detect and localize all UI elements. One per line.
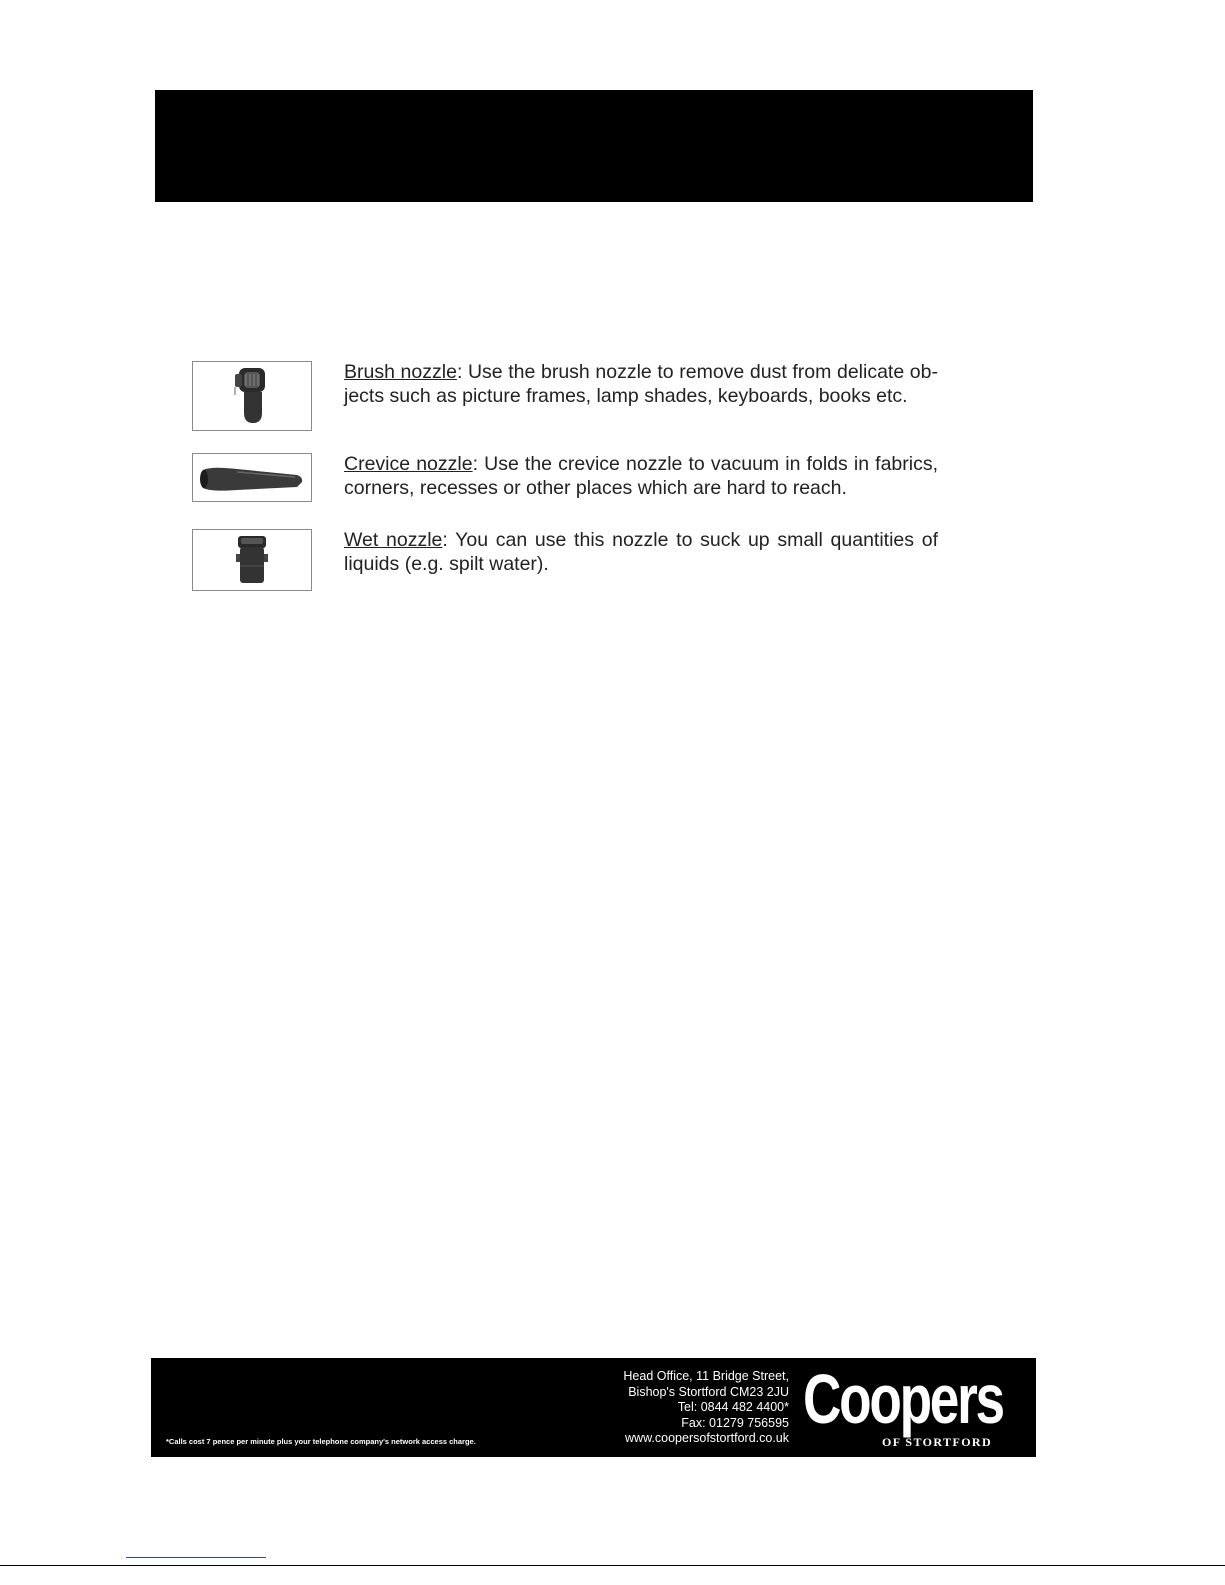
coopers-logo-subtitle: OF STORTFORD	[882, 1435, 993, 1449]
item-term: Wet nozzle	[344, 529, 443, 551]
crevice-nozzle-image	[192, 453, 312, 502]
address-line: Tel: 0844 482 4400*	[677, 1400, 789, 1414]
calls-footnote: *Calls cost 7 pence per minute plus your telephone company's network access charge.	[166, 1437, 476, 1446]
footer-band	[151, 1358, 1036, 1457]
address-line: Head Office, 11 Bridge Street,	[623, 1369, 789, 1383]
company-address	[623, 1369, 789, 1447]
address-line: Bishop's Stortford CM23 2JU	[628, 1384, 789, 1399]
item-term: Crevice nozzle	[344, 453, 473, 475]
item-text: : You can use this nozzle to suck up small quantities of liquids (e.g. spilt water).	[344, 529, 938, 575]
coopers-logo: Coopers	[803, 1360, 1003, 1438]
link-underline	[126, 1557, 266, 1558]
brush-nozzle-image	[192, 361, 312, 431]
brush-nozzle-icon	[222, 365, 282, 427]
wet-nozzle-image	[192, 529, 312, 591]
item-description	[344, 361, 938, 408]
item-text: : Use the crevice nozzle to vacuum in folds in fabrics, corners, recesses or other places which are hard to reach.	[344, 453, 939, 499]
page-bottom-rule	[0, 1565, 1225, 1566]
address-line: Fax: 01279 756595	[681, 1415, 789, 1430]
wet-nozzle-icon	[222, 532, 282, 588]
item-description	[344, 529, 938, 576]
header-band	[155, 90, 1033, 202]
crevice-nozzle-icon	[197, 460, 307, 496]
item-description	[344, 453, 938, 500]
item-term: Brush nozzle	[344, 361, 457, 383]
website-text: www.coopersofstortford.co.uk	[625, 1431, 789, 1445]
item-text: : Use the brush nozzle to remove dust from delicate ob-jects such as picture frames, lamp shades, keyboards, books etc.	[344, 361, 938, 407]
